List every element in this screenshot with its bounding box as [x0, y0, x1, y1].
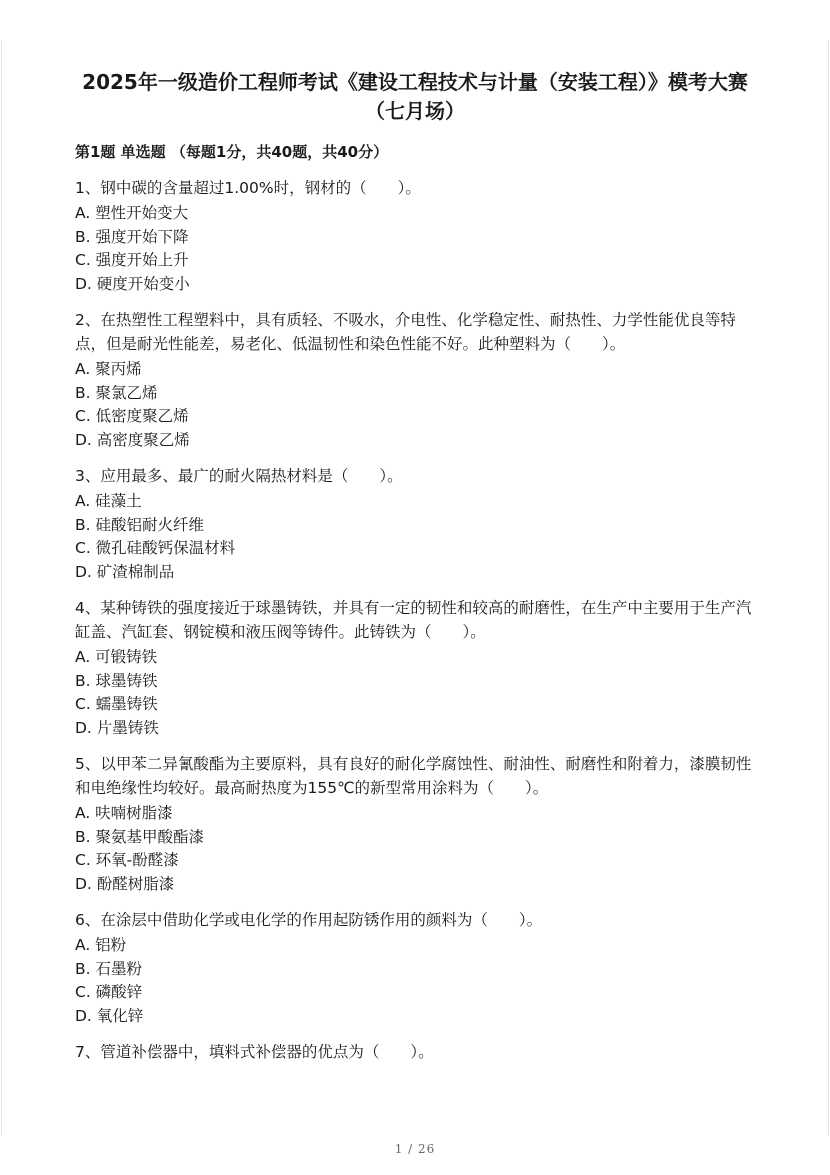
question-text: 3、应用最多、最广的耐火隔热材料是（ ）。 [75, 467, 403, 485]
answer-option: D. 片墨铸铁 [75, 718, 159, 737]
question-text: 2、在热塑性工程塑料中，具有质轻、不吸水，介电性、化学稳定性、耐热性、力学性能优良等特点，但是耐光性能差，易老化、低温韧性和染色性能不好。此种塑料为（ ）。 [75, 311, 736, 353]
answer-option: A. 塑性开始变大 [75, 204, 189, 222]
answer-option: A. 铝粉 [75, 936, 127, 954]
question-4 [75, 596, 755, 740]
document-title: 2025年一级造价工程师考试《建设工程技术与计量（安装工程）》模考大赛（七月场） [82, 70, 748, 123]
answer-option: D. 硬度开始变小 [75, 274, 190, 293]
answer-option: B. 聚氨基甲酸酯漆 [75, 827, 204, 846]
answer-option: A. 硅藻土 [75, 492, 142, 510]
page-edge-left [1, 40, 2, 1135]
answer-option: D. 高密度聚乙烯 [75, 430, 190, 449]
answer-option: C. 强度开始上升 [75, 251, 189, 269]
answer-option: C. 蠕墨铸铁 [75, 695, 158, 713]
section-heading: 第1题 单选题 （每题1分，共40题，共40分） [75, 143, 389, 161]
answer-option: B. 聚氯乙烯 [75, 383, 158, 402]
page-number: 1 / 26 [394, 1142, 436, 1156]
question-2 [75, 308, 755, 452]
answer-option: C. 低密度聚乙烯 [75, 407, 189, 425]
question-text: 7、管道补偿器中，填料式补偿器的优点为（ ）。 [75, 1043, 434, 1061]
question-3 [75, 464, 755, 584]
question-list [75, 176, 755, 1064]
answer-option: C. 磷酸锌 [75, 983, 143, 1001]
answer-option: A. 可锻铸铁 [75, 648, 158, 666]
question-1 [75, 176, 755, 296]
answer-option: C. 环氧-酚醛漆 [75, 851, 179, 869]
answer-option: A. 呋喃树脂漆 [75, 804, 173, 822]
question-6 [75, 908, 755, 1028]
answer-option: C. 微孔硅酸钙保温材料 [75, 539, 236, 557]
page-edge-right [828, 40, 829, 1135]
answer-option: B. 球墨铸铁 [75, 671, 158, 690]
question-text: 5、以甲苯二异氰酸酯为主要原料，具有良好的耐化学腐蚀性、耐油性、耐磨性和附着力，漆膜韧性和电绝缘性均较好。最高耐热度为155℃的新型常用涂料为（ ）。 [75, 755, 752, 797]
answer-option: B. 石墨粉 [75, 959, 142, 978]
question-7 [75, 1040, 755, 1064]
question-5 [75, 752, 755, 896]
question-text: 1、钢中碳的含量超过1.00%时，钢材的（ ）。 [75, 179, 421, 197]
question-text: 4、某种铸铁的强度接近于球墨铸铁，并具有一定的韧性和较高的耐磨性，在生产中主要用于生产汽缸盖、汽缸套、钢锭模和液压阀等铸件。此铸铁为（ ）。 [75, 599, 752, 641]
page-content [75, 68, 755, 1076]
answer-option: D. 矿渣棉制品 [75, 562, 175, 581]
question-text: 6、在涂层中借助化学或电化学的作用起防锈作用的颜料为（ ）。 [75, 911, 543, 929]
answer-option: B. 硅酸铝耐火纤维 [75, 515, 204, 534]
answer-option: B. 强度开始下降 [75, 227, 189, 246]
answer-option: D. 氧化锌 [75, 1006, 144, 1025]
answer-option: A. 聚丙烯 [75, 360, 142, 378]
answer-option: D. 酚醛树脂漆 [75, 874, 175, 893]
